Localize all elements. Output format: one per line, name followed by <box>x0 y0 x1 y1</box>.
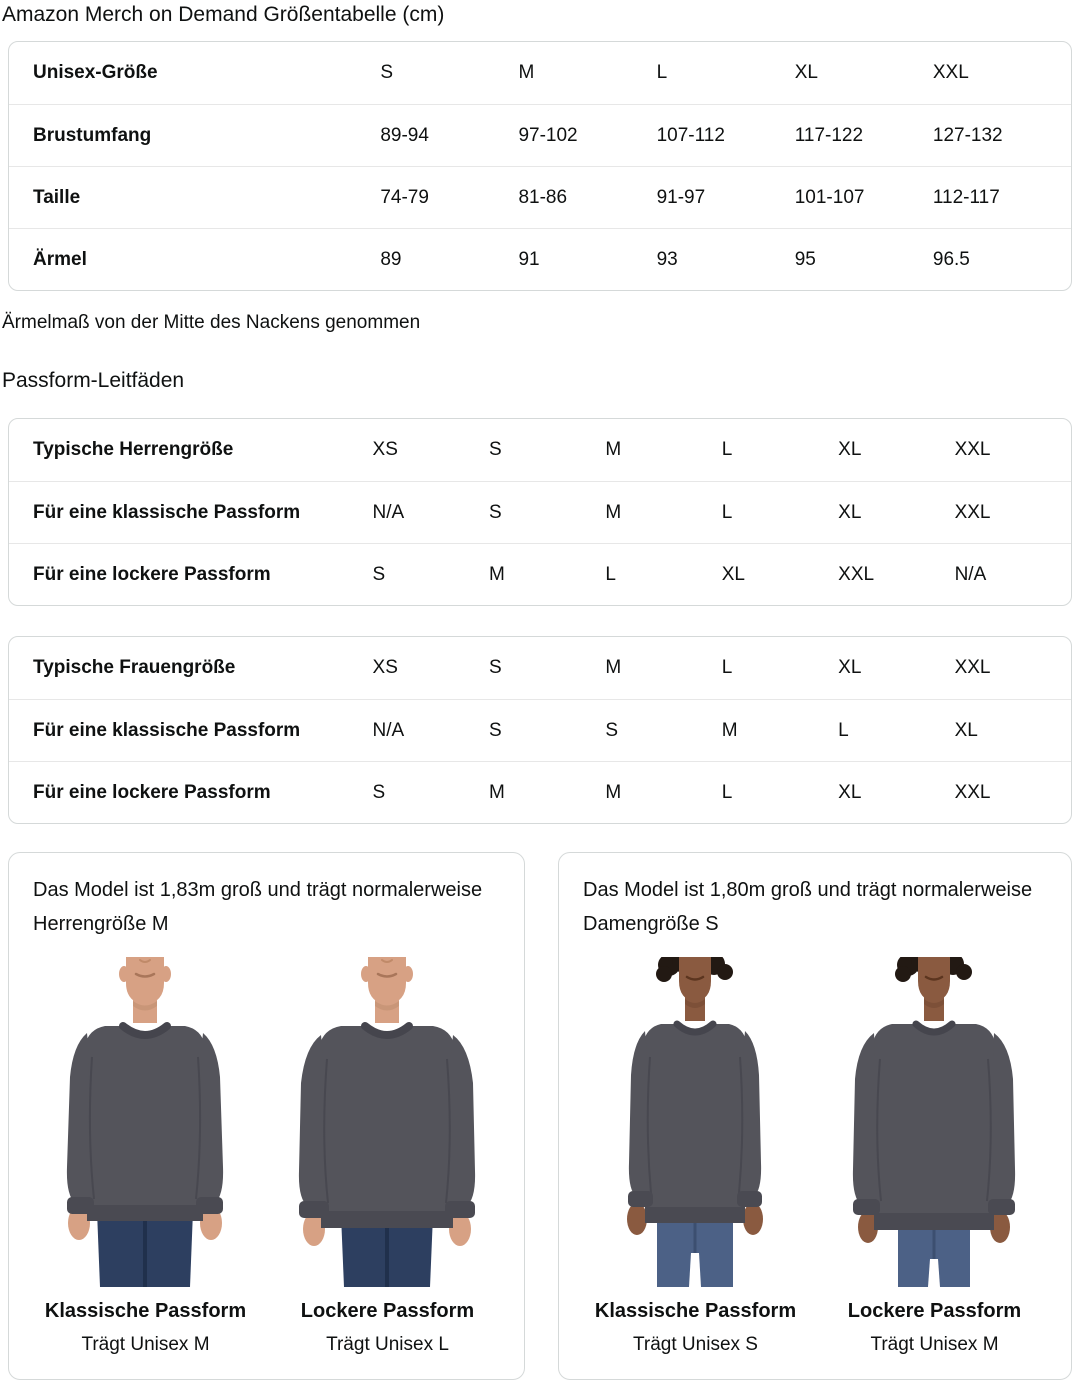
table-cell: N/A <box>954 563 987 585</box>
table-cell: XXL <box>954 439 991 460</box>
size-label: Trägt Unisex S <box>633 1334 758 1355</box>
table-cell: XXL <box>954 781 991 803</box>
photo-label <box>275 1299 500 1356</box>
table-cell: L <box>721 501 733 523</box>
table-cell: S <box>380 62 393 83</box>
table-cell: 89-94 <box>380 124 429 146</box>
table-cell: S <box>488 439 502 460</box>
table-cell: XL <box>838 781 862 803</box>
table-cell: M <box>605 439 622 460</box>
table-cell: M <box>518 62 535 83</box>
table-row <box>9 42 1071 104</box>
table-cell: S <box>488 719 502 741</box>
row-label: Typische Herrengröße <box>33 439 234 460</box>
men-model-card <box>8 852 525 1380</box>
table-cell: L <box>605 563 616 585</box>
table-cell: 97-102 <box>518 124 578 146</box>
sweatshirt <box>67 1026 223 1221</box>
table-cell: 91 <box>518 248 540 270</box>
size-label: Trägt Unisex L <box>326 1334 449 1355</box>
table-cell: L <box>656 62 668 83</box>
model-description: Das Model ist 1,83m groß und trägt normalerweise Herrengröße M <box>33 879 483 935</box>
table-cell: S <box>488 501 502 523</box>
table-cell: S <box>372 781 386 803</box>
men-fit-table <box>8 418 1072 606</box>
table-cell: 93 <box>656 248 678 270</box>
sweatshirt <box>299 1026 475 1228</box>
row-label: Unisex-Größe <box>33 62 158 83</box>
table-cell: L <box>721 657 733 678</box>
photo-labels <box>33 1299 500 1356</box>
row-label: Für eine klassische Passform <box>33 501 301 523</box>
photo-label <box>583 1299 808 1356</box>
size-label: Trägt Unisex M <box>81 1334 210 1355</box>
table-cell: XXL <box>932 62 969 83</box>
table-cell: S <box>488 657 502 678</box>
table-cell: 96.5 <box>932 248 970 270</box>
table-row <box>9 419 1071 481</box>
table-cell: M <box>605 657 622 678</box>
model-head <box>895 957 972 1021</box>
table-cell: M <box>605 781 622 803</box>
model-cards-row <box>8 852 1072 1380</box>
table-cell: N/A <box>372 719 405 741</box>
table-cell: S <box>372 563 386 585</box>
table-row <box>9 637 1071 699</box>
table-cell: XL <box>794 62 818 83</box>
table-cell: XL <box>838 501 862 523</box>
table-row <box>9 699 1071 761</box>
page-title: Amazon Merch on Demand Größentabelle (cm) <box>2 3 445 26</box>
table-cell: 74-79 <box>380 186 429 208</box>
table-cell: M <box>605 501 622 523</box>
table-cell: N/A <box>372 501 405 523</box>
table-cell: 112-117 <box>932 186 1000 208</box>
table-cell: XS <box>372 657 398 678</box>
table-cell: S <box>605 719 619 741</box>
table-cell: XL <box>954 719 978 741</box>
table-row <box>9 543 1071 605</box>
model-photo-men-classic-fit <box>33 957 258 1287</box>
table-row <box>9 166 1071 228</box>
photo-labels <box>583 1299 1047 1356</box>
model-photo-women-loose-fit <box>822 957 1047 1287</box>
fit-label: Klassische Passform <box>44 1300 247 1322</box>
model-head <box>119 957 171 1023</box>
table-cell: L <box>838 719 849 741</box>
model-photos <box>33 957 500 1287</box>
row-label: Für eine lockere Passform <box>33 563 271 585</box>
table-cell: XXL <box>954 657 991 678</box>
row-label: Typische Frauengröße <box>33 657 236 678</box>
sweatshirt <box>628 1024 762 1223</box>
sleeve-measure-note: Ärmelmaß von der Mitte des Nackens genommen <box>2 312 421 333</box>
table-cell: M <box>721 719 738 741</box>
model-photo-women-classic-fit <box>583 957 808 1287</box>
fit-label: Klassische Passform <box>594 1300 797 1322</box>
table-cell: XL <box>838 439 862 460</box>
table-cell: 95 <box>794 248 816 270</box>
size-label: Trägt Unisex M <box>870 1334 999 1355</box>
table-cell: 101-107 <box>794 186 865 208</box>
table-row <box>9 481 1071 543</box>
table-cell: 89 <box>380 248 402 270</box>
table-cell: L <box>721 439 733 460</box>
table-cell: 81-86 <box>518 186 568 208</box>
table-cell: 107-112 <box>656 124 725 146</box>
table-cell: 117-122 <box>794 124 864 146</box>
row-label: Ärmel <box>33 248 87 270</box>
model-head <box>656 957 733 1021</box>
table-row <box>9 228 1071 290</box>
row-label: Brustumfang <box>33 124 152 146</box>
fit-label: Lockere Passform <box>847 1300 1022 1322</box>
table-row <box>9 761 1071 823</box>
sweatshirt <box>853 1024 1015 1230</box>
photo-label <box>822 1299 1047 1356</box>
table-cell: M <box>488 563 505 585</box>
model-head <box>361 957 413 1023</box>
row-label: Für eine klassische Passform <box>33 719 301 741</box>
row-label: Taille <box>33 186 81 208</box>
model-photo-men-loose-fit <box>275 957 500 1287</box>
women-model-card <box>558 852 1072 1380</box>
table-cell: 127-132 <box>932 124 1003 146</box>
fit-label: Lockere Passform <box>300 1300 475 1322</box>
photo-label <box>33 1299 258 1356</box>
row-label: Für eine lockere Passform <box>33 781 271 803</box>
table-cell: 91-97 <box>656 186 706 208</box>
model-description: Das Model ist 1,80m groß und trägt normalerweise Damengröße S <box>583 879 1033 935</box>
women-fit-table <box>8 636 1072 824</box>
jeans <box>97 1211 193 1287</box>
table-row <box>9 104 1071 166</box>
table-cell: XXL <box>838 563 875 585</box>
unisex-size-table <box>8 41 1072 291</box>
table-cell: XL <box>721 563 745 585</box>
model-photos <box>583 957 1047 1287</box>
table-cell: L <box>721 781 733 803</box>
table-cell: XXL <box>954 501 991 523</box>
table-cell: XS <box>372 439 398 460</box>
table-cell: M <box>488 781 505 803</box>
table-cell: XL <box>838 657 862 678</box>
fit-guides-heading: Passform-Leitfäden <box>2 369 185 392</box>
